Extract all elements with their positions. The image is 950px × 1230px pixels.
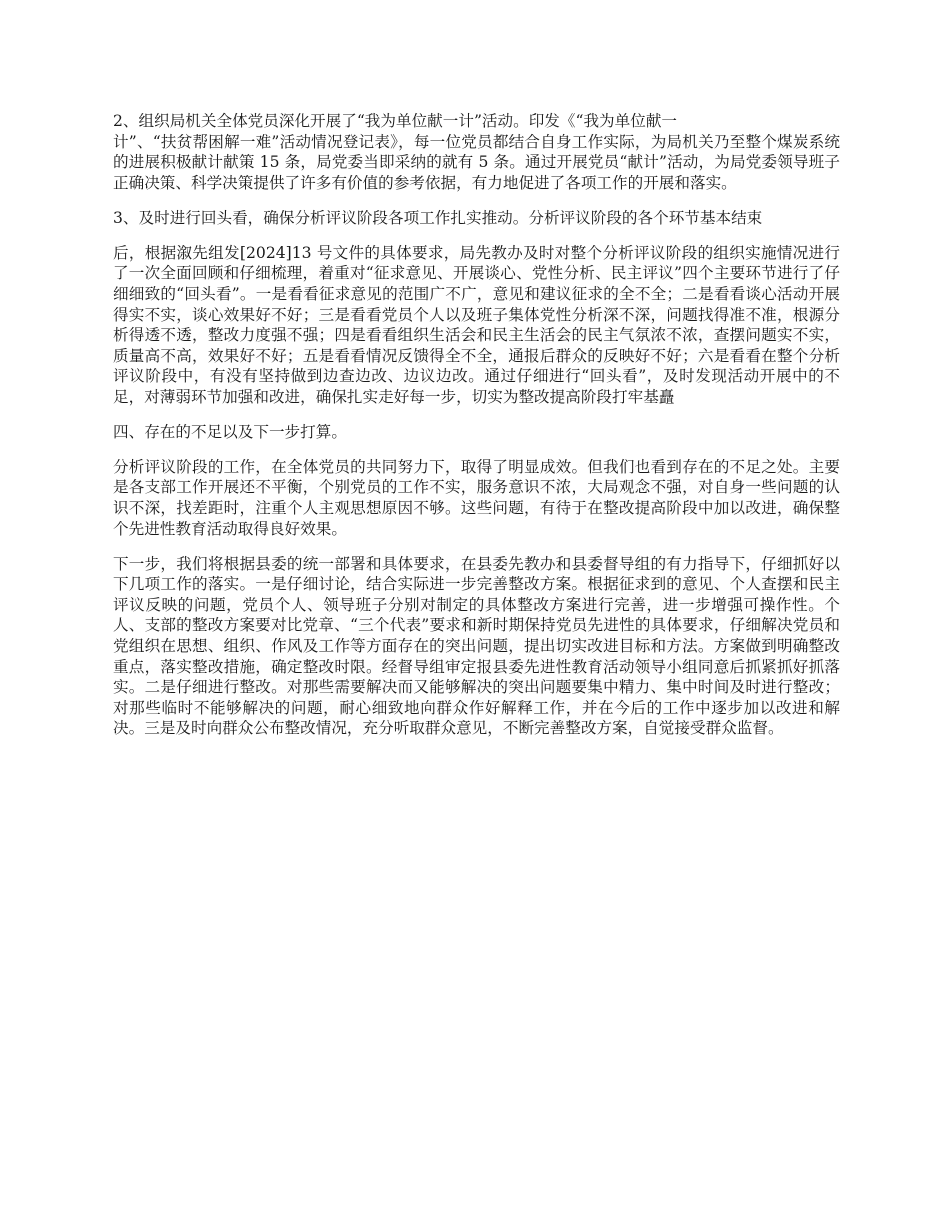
- paragraph-contribution-activity: 2、组织局机关全体党员深化开展了“我为单位献一计”活动。印发《“我为单位献一 计”、“扶贫帮困解一难”活动情况登记表》，每一位党员都结合自身工作实际，为局机关乃至整个煤炭系统的进展积极献计献策 15 条，局党委当即采纳的就有 5 条。通过开展党员“献计”活动，为局党委领导班子正确决策、科学决策提供了许多有价值的参考依据，有力地促进了各项工作的开展和落实。: [113, 112, 840, 192]
- section-heading-shortcomings: 四、存在的不足以及下一步打算。: [113, 422, 347, 441]
- paragraph-next-steps: 下一步，我们将根据县委的统一部署和具体要求，在县委先教办和县委督导组的有力指导下，仔细抓好以下几项工作的落实。一是仔细讨论，结合实际进一步完善整改方案。根据征求到的意见、个人查摆和民主评议反映的问题，党员个人、领导班子分别对制定的具体整改方案进行完善，进一步增强可操作性。个人、支部的整改方案要对比党章、“三个代表”要求和新时期保持党员先进性的具体要求，仔细解决党员和党组织在思想、组织、作风及工作等方面存在的突出问题，提出切实改进目标和方法。方案做到明确整改重点，落实整改措施，确定整改时限。经督导组审定报县委先进性教育活动领导小组同意后抓紧抓好抓落实。二是仔细进行整改。对那些需要解决而又能够解决的突出问题要集中精力、集中时间及时进行整改；对那些临时不能够解决的问题，耐心细致地向群众作好解释工作，并在今后的工作中逐步加以改进和解决。三是及时向群众公布整改情况，充分听取群众意见，不断完善整改方案，自觉接受群众监督。: [113, 554, 840, 738]
- paragraph-shortcomings: 分析评议阶段的工作，在全体党员的共同努力下，取得了明显成效。但我们也看到存在的不足之处。主要是各支部工作开展还不平衡，个别党员的工作不实，服务意识不浓，大局观念不强，对自身一些问题的认识不深，找差距时，注重个人主观思想原因不够。这些问题，有待于在整改提高阶段中加以改进，确保整个先进性教育活动取得良好效果。: [113, 457, 840, 538]
- paragraph-review-intro: 3、及时进行回头看，确保分析评议阶段各项工作扎实推动。分析评议阶段的各个环节基本结束: [113, 208, 763, 227]
- paragraph-review-details: 后，根据溆先组发[2024]13 号文件的具体要求，局先教办及时对整个分析评议阶段的组织实施情况进行了一次全面回顾和仔细梳理，着重对“征求意见、开展谈心、党性分析、民主评议”四个主要环节进行了仔细细致的“回头看”。一是看看征求意见的范围广不广，意见和建议征求的全不全；二是看看谈心活动开展得实不实，谈心效果好不好；三是看看党员个人以及班子集体党性分析深不深，问题找得准不准，根源分析得透不透，整改力度强不强；四是看看组织生活会和民主生活会的民主气氛浓不浓，查摆问题实不实，质量高不高，效果好不好；五是看看情况反馈得全不全，通报后群众的反映好不好；六是看看在整个分析评议阶段中，有没有坚持做到边查边改、边议边改。通过仔细进行“回头看”，及时发现活动开展中的不足，对薄弱环节加强和改进，确保扎实走好每一步，切实为整改提高阶段打牢基矗: [113, 243, 840, 406]
- document-body: [113, 111, 840, 753]
